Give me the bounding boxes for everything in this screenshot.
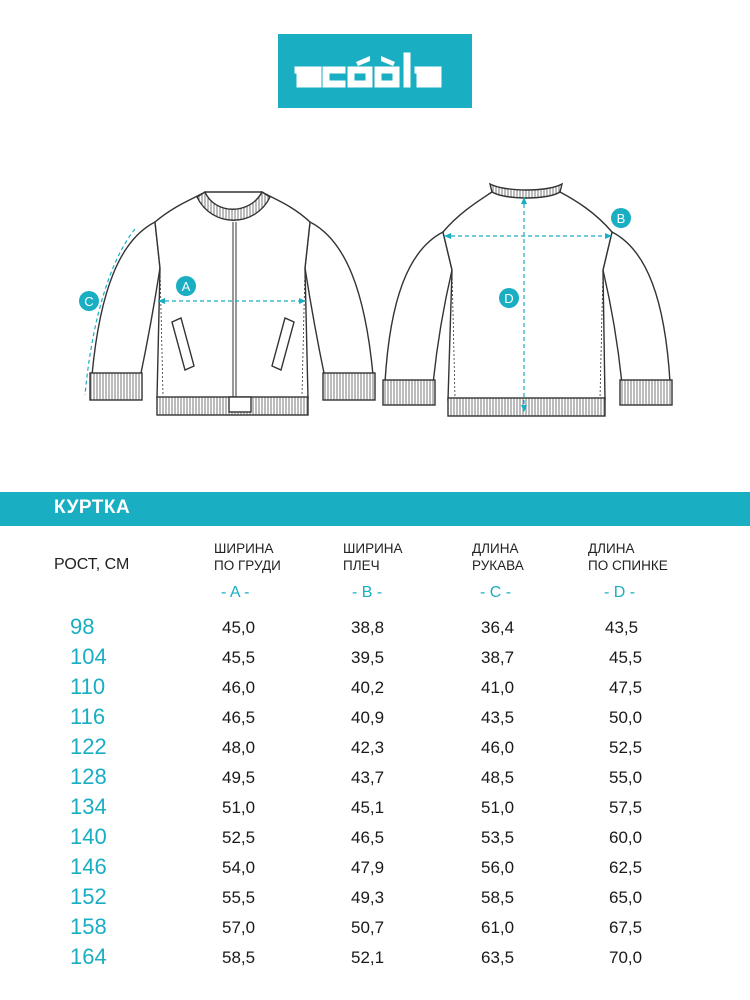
value-b-cell: 40,9 <box>351 708 385 727</box>
column-header-b <box>343 540 403 574</box>
value-b-cell: 52,1 <box>351 948 385 967</box>
value-a-cell: 57,0 <box>222 918 256 937</box>
label-d-marker <box>499 288 519 308</box>
table-row <box>0 764 750 794</box>
value-a-cell: 55,5 <box>222 888 256 907</box>
value-d-cell: 67,5 <box>609 918 643 937</box>
table-row <box>0 674 750 704</box>
logo-wordmark-icon <box>278 34 472 108</box>
table-title: КУРТКА <box>54 497 131 518</box>
rost-cell: 140 <box>70 824 107 849</box>
value-c-cell: 46,0 <box>481 738 515 757</box>
value-c-cell: 63,5 <box>481 948 515 967</box>
value-c-cell: 61,0 <box>481 918 515 937</box>
column-header-c-line2: РУКАВА <box>472 558 524 573</box>
value-c-cell: 56,0 <box>481 858 515 877</box>
column-header-d-line1: ДЛИНА <box>588 541 635 556</box>
rost-cell: 146 <box>70 854 107 879</box>
value-d-cell: 57,5 <box>609 798 643 817</box>
value-b-cell: 49,3 <box>351 888 385 907</box>
rost-cell: 134 <box>70 794 107 819</box>
table-row <box>0 614 750 644</box>
table-row <box>0 884 750 914</box>
value-b-cell: 46,5 <box>351 828 385 847</box>
value-d-cell: 47,5 <box>609 678 643 697</box>
table-row <box>0 644 750 674</box>
rost-cell: 116 <box>70 704 106 729</box>
value-b-cell: 43,7 <box>351 768 385 787</box>
rost-header: РОСТ, СМ <box>54 556 130 573</box>
value-d-cell: 65,0 <box>609 888 643 907</box>
column-letter-c: - C - <box>480 584 512 601</box>
table-row <box>0 854 750 884</box>
brand-logo <box>278 34 472 108</box>
value-b-cell: 38,8 <box>351 618 385 637</box>
jacket-diagram <box>0 150 750 450</box>
label-c-marker <box>79 291 99 311</box>
value-a-cell: 51,0 <box>222 798 256 817</box>
table-row <box>0 824 750 854</box>
column-letter-a: - A - <box>221 584 250 601</box>
value-b-cell: 47,9 <box>351 858 385 877</box>
rost-cell: 98 <box>70 614 95 639</box>
value-b-cell: 40,2 <box>351 678 385 697</box>
column-header-b-line1: ШИРИНА <box>343 541 403 556</box>
column-header-a-line1: ШИРИНА <box>214 541 274 556</box>
table-row <box>0 794 750 824</box>
rost-cell: 158 <box>70 914 107 939</box>
label-a: A <box>181 279 191 294</box>
column-header-b-line2: ПЛЕЧ <box>343 558 380 573</box>
value-c-cell: 36,4 <box>481 618 515 637</box>
rost-cell: 128 <box>70 764 107 789</box>
value-a-cell: 58,5 <box>222 948 256 967</box>
table-row <box>0 944 750 974</box>
value-d-cell: 50,0 <box>609 708 643 727</box>
jacket-front <box>90 192 375 415</box>
column-letter-b: - B - <box>352 584 383 601</box>
column-letter-d: - D - <box>604 584 636 601</box>
table-row <box>0 734 750 764</box>
value-a-cell: 48,0 <box>222 738 256 757</box>
table-row <box>0 914 750 944</box>
value-d-cell: 60,0 <box>609 828 643 847</box>
table-row <box>0 704 750 734</box>
rost-cell: 110 <box>70 674 106 699</box>
value-a-cell: 46,0 <box>222 678 256 697</box>
label-b-marker <box>611 208 631 228</box>
value-a-cell: 49,5 <box>222 768 256 787</box>
column-header-c-line1: ДЛИНА <box>472 541 519 556</box>
value-a-cell: 46,5 <box>222 708 256 727</box>
column-header-d-line2: ПО СПИНКЕ <box>588 558 668 573</box>
value-b-cell: 42,3 <box>351 738 385 757</box>
value-d-cell: 62,5 <box>609 858 643 877</box>
value-c-cell: 41,0 <box>481 678 515 697</box>
label-d: D <box>504 291 514 306</box>
value-a-cell: 45,0 <box>222 618 256 637</box>
rost-cell: 122 <box>70 734 107 759</box>
label-c: C <box>84 294 94 309</box>
value-c-cell: 58,5 <box>481 888 515 907</box>
value-c-cell: 43,5 <box>481 708 515 727</box>
value-d-cell: 45,5 <box>609 648 643 667</box>
value-c-cell: 51,0 <box>481 798 515 817</box>
column-header-c <box>472 540 524 574</box>
value-a-cell: 45,5 <box>222 648 256 667</box>
rost-cell: 152 <box>70 884 107 909</box>
value-d-cell: 43,5 <box>605 618 639 637</box>
value-c-cell: 38,7 <box>481 648 515 667</box>
column-header-a <box>214 540 281 574</box>
value-c-cell: 48,5 <box>481 768 515 787</box>
section-banner <box>0 492 750 526</box>
label-a-marker <box>176 276 196 296</box>
value-a-cell: 52,5 <box>222 828 256 847</box>
value-b-cell: 45,1 <box>351 798 385 817</box>
value-a-cell: 54,0 <box>222 858 256 877</box>
value-d-cell: 52,5 <box>609 738 643 757</box>
rost-cell: 104 <box>70 644 107 669</box>
value-b-cell: 39,5 <box>351 648 385 667</box>
value-b-cell: 50,7 <box>351 918 385 937</box>
column-header-d <box>588 540 668 574</box>
column-header-a-line2: ПО ГРУДИ <box>214 558 281 573</box>
rost-cell: 164 <box>70 944 107 969</box>
value-d-cell: 55,0 <box>609 768 643 787</box>
label-b: B <box>616 211 626 226</box>
value-d-cell: 70,0 <box>609 948 643 967</box>
value-c-cell: 53,5 <box>481 828 515 847</box>
